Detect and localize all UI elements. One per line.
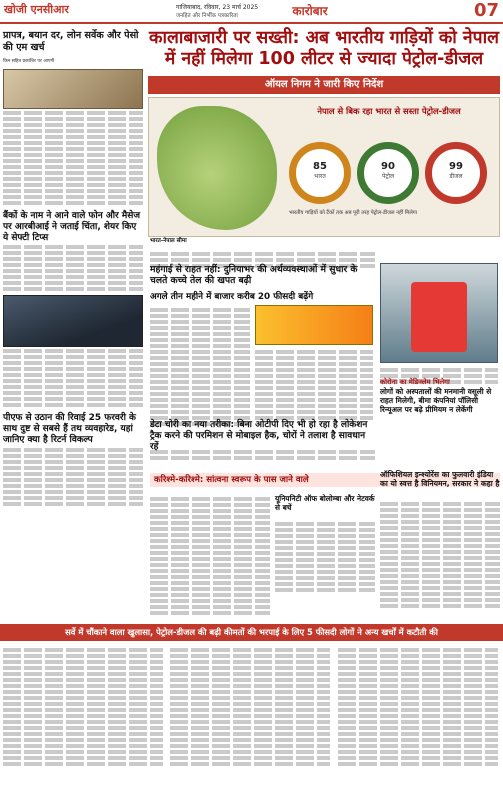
survey-body-col-1 xyxy=(3,646,163,768)
fraud-tips-list xyxy=(275,520,375,594)
rbi-body-text-2 xyxy=(3,349,143,407)
fraud-body-text-2 xyxy=(150,495,270,617)
left-subhead: किन सहित प्रकांचिर पर आएगी xyxy=(3,58,55,64)
page-header xyxy=(0,0,503,24)
fraud-subheadline: यूनियनिटी ऑफ बोलोम्बा और नेटवर्क से बचें xyxy=(275,494,375,512)
survey-body-col-2 xyxy=(170,646,330,768)
fuel-photo xyxy=(255,305,373,345)
covid-subheadline: लोगों को अस्पतालों की मनमानी वसूली से राहत मिलेगी, बीमा कंपनियां पॉलिसी रिन्यूअल पर बढ़े प्रीमियम न लेकेंगी xyxy=(380,387,492,414)
gauge-label: पेट्रोल xyxy=(381,173,395,180)
lead-headline: कालाबाजारी पर सख्ती: अब भारतीय गाड़ियों को नेपाल में नहीं मिलेगा 100 लीटर से ज्यादा पेट्रोल-डीजल xyxy=(149,28,499,69)
price-gauge xyxy=(357,142,419,204)
market-headline: अगले तीन महीने में बाजार करीब 20 फीसदी बढ़ेंगे xyxy=(150,292,314,302)
tagline: जनहित और निर्भीक पत्रकारिता xyxy=(176,13,238,19)
left-body-text xyxy=(3,111,143,205)
insurance-headline: ऑफिशियल इन्श्योरेंस का फुलवारी इंडिया का यो स्वत्त है विनियमन, सरकार ने कहा है xyxy=(380,470,500,489)
lead-banner: ऑयल निगम ने जारी किए निर्देश xyxy=(148,76,500,94)
left-column xyxy=(3,30,143,550)
rbi-body-text xyxy=(3,245,143,291)
survey-body-col-3 xyxy=(338,646,498,768)
price-gauge xyxy=(289,142,351,204)
pf-body-text xyxy=(3,448,143,506)
fuel-body-text xyxy=(255,348,373,422)
left-headline: प्रापत्र, बयान दर, लोन सर्वेक और पेसो की एम खर्च xyxy=(3,30,139,53)
nepal-map xyxy=(157,106,277,230)
gauge-label: डीजल xyxy=(449,173,463,180)
growth-headline: महंगाई से राहत नहीं: दुनियाभर की अर्थव्यवस्थाओं में सुधार के चलते कच्चे तेल की खपत बढ़ी xyxy=(150,264,358,287)
fuel-pump-photo xyxy=(380,263,498,363)
market-body-text xyxy=(150,306,250,428)
graphic-title: नेपाल से बिक रहा भारत से सस्ता पेट्रोल-डीजल xyxy=(317,106,461,116)
gauge-price: 99 xyxy=(449,161,463,172)
graphic-caption: भारत-नेपाल सीमा xyxy=(150,238,187,244)
fraud-body-text xyxy=(150,448,375,462)
gauge-price: 85 xyxy=(313,161,327,172)
fuel-price-graphic xyxy=(148,97,500,237)
insurance-body-text xyxy=(380,500,500,610)
survey-banner: सर्वे में चौंकाने वाला खुलासा, पेट्रोल-डीजल की बढ़ी कीमतों की भरपाई के लिए 5 फीसदी लोगों ने अन्य खर्चों में कटौती की xyxy=(0,624,503,641)
gauge-label: भारत xyxy=(314,173,326,180)
covid-headline: कोरोना का मेडिक्लेम भिलेगा xyxy=(380,378,450,386)
issue-date: गाजियाबाद, रविवार, 23 मार्च 2025 xyxy=(176,4,259,11)
rbi-headline: बैंकों के नाम ने आने वाले फोन और मैसेज पर आरबीआई ने जताई चिंता, शेयर किए ये सेफ्टी टिप्स xyxy=(3,211,140,243)
section-title: कारोबार xyxy=(292,4,328,18)
pf-headline: पीएफ से उठान की रिवाई 25 फरवरी के साथ दुष्ट से सबसे हैं तथ व्यवहारेड, यहां जानिए क्या है रिटर्न विकल्प xyxy=(3,413,136,446)
left-photo xyxy=(3,69,143,109)
rbi-photo xyxy=(3,295,143,347)
masthead: खोजी एनसीआर xyxy=(4,3,69,16)
price-gauge xyxy=(425,142,487,204)
page-number: 07 xyxy=(473,0,499,21)
gauge-price: 90 xyxy=(381,161,395,172)
graphic-note: भारतीय गाड़ियों को टैंकों तक अब पूरी तरह पेट्रोल-डीजल नहीं मिलेगा xyxy=(289,210,418,216)
highlight-strip: करिश्मे-करिश्मे: सांत्वना स्वरूप के पास जाने वाले xyxy=(150,473,500,487)
fraud-headline: डेटा चोरी का नया तरीका: बिना ओटीपी दिए भी हो रहा है लोकेशन ट्रैक करने की परमिशन से मोबाइल हैक, चोरों ने तलाश है सावधान रहें xyxy=(150,420,368,452)
